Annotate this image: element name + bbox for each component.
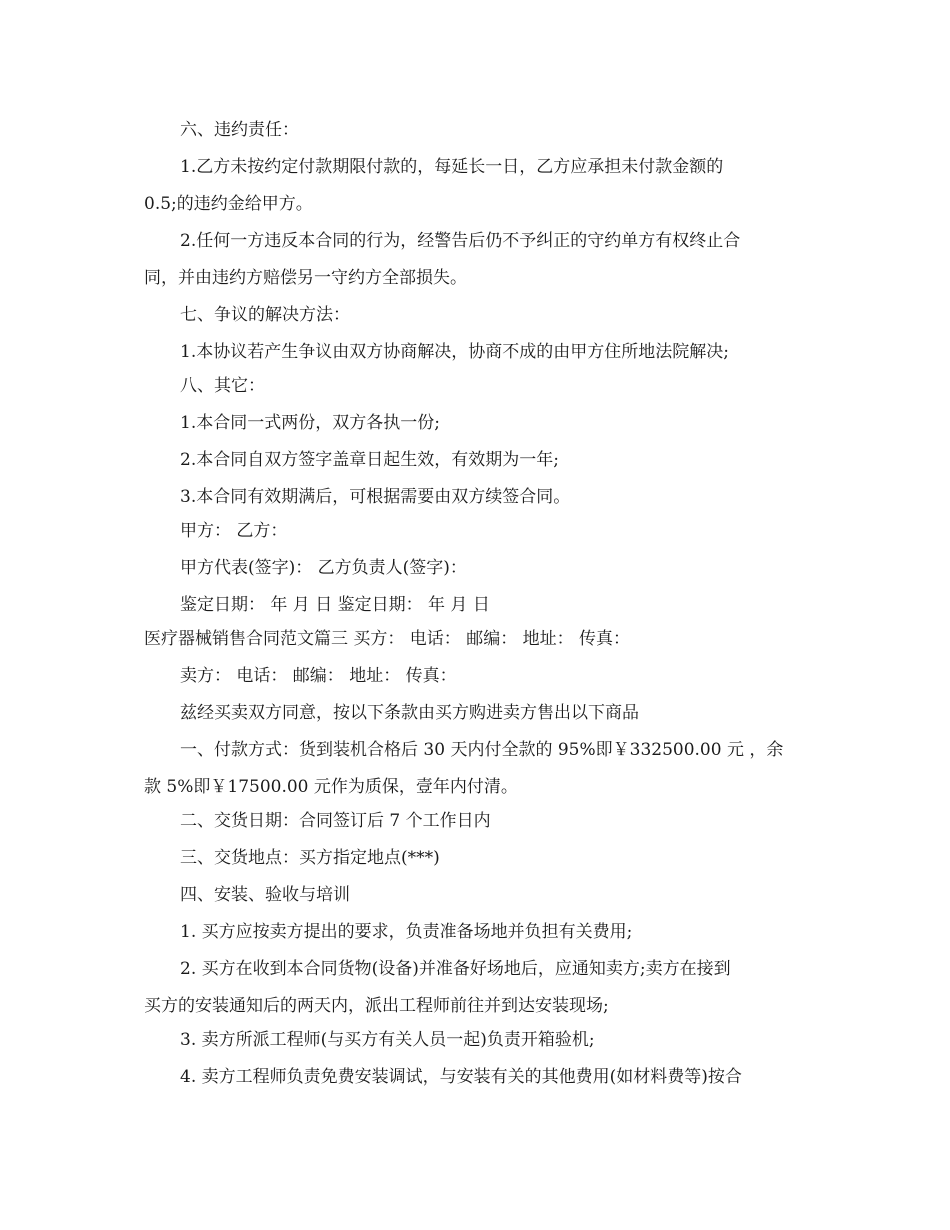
paragraph-line: 二、交货日期：合同签订后 7 个工作日内 [180, 811, 491, 831]
section-heading-dispute-resolution: 七、争议的解决方法： [180, 305, 350, 325]
paragraph-line: 1. 买方应按卖方提出的要求，负责准备场地并负担有关费用; [180, 922, 633, 942]
paragraph-line: 3. 卖方所派工程师(与买方有关人员一起)负责开箱验机; [180, 1030, 595, 1050]
section-heading-breach-liability: 六、违约责任： [180, 120, 299, 140]
contract-title-line: 医疗器械销售合同范文篇三 买方： 电话： 邮编： 地址： 传真： [144, 629, 631, 649]
paragraph-line: 一、付款方式：货到装机合格后 30 天内付全款的 95%即￥332500.00 元 ，余 [180, 740, 784, 760]
signature-parties: 甲方： 乙方： [180, 521, 288, 541]
paragraph-line: 2.任何一方违反本合同的行为，经警告后仍不予纠正的守约单方有权终止合 [180, 231, 741, 251]
signature-representatives: 甲方代表(签字)： 乙方负责人(签字)： [180, 558, 467, 578]
paragraph-line: 2.本合同自双方签字盖章日起生效，有效期为一年; [180, 450, 559, 470]
paragraph-line: 兹经买卖双方同意，按以下条款由买方购进卖方售出以下商品 [180, 703, 639, 723]
paragraph-line: 同，并由违约方赔偿另一守约方全部损失。 [144, 268, 467, 288]
paragraph-line: 2. 买方在收到本合同货物(设备)并准备好场地后，应通知卖方;卖方在接到 [180, 959, 731, 979]
paragraph-line: 买方的安装通知后的两天内，派出工程师前往并到达安装现场; [144, 996, 609, 1016]
section-heading-installation: 四、安装、验收与培训 [180, 885, 350, 905]
signature-dates: 鉴定日期： 年 月 日 鉴定日期： 年 月 日 [180, 595, 490, 615]
paragraph-line: 1.乙方未按约定付款期限付款的，每延长一日，乙方应承担未付款金额的 [180, 157, 724, 177]
paragraph-line: 款 5%即￥17500.00 元作为质保，壹年内付清。 [144, 777, 518, 797]
paragraph-line: 4. 卖方工程师负责免费安装调试，与安装有关的其他费用(如材料费等)按合 [180, 1067, 742, 1087]
paragraph-line: 1.本合同一式两份，双方各执一份; [180, 413, 440, 433]
paragraph-line: 三、交货地点：买方指定地点(***) [180, 848, 440, 868]
paragraph-line: 0.5;的违约金给甲方。 [144, 194, 313, 214]
paragraph-line: 1.本协议若产生争议由双方协商解决，协商不成的由甲方住所地法院解决; [180, 342, 729, 362]
seller-info-line: 卖方： 电话： 邮编： 地址： 传真： [180, 666, 457, 686]
section-heading-other: 八、其它： [180, 376, 265, 396]
paragraph-line: 3.本合同有效期满后，可根据需要由双方续签合同。 [180, 487, 571, 507]
